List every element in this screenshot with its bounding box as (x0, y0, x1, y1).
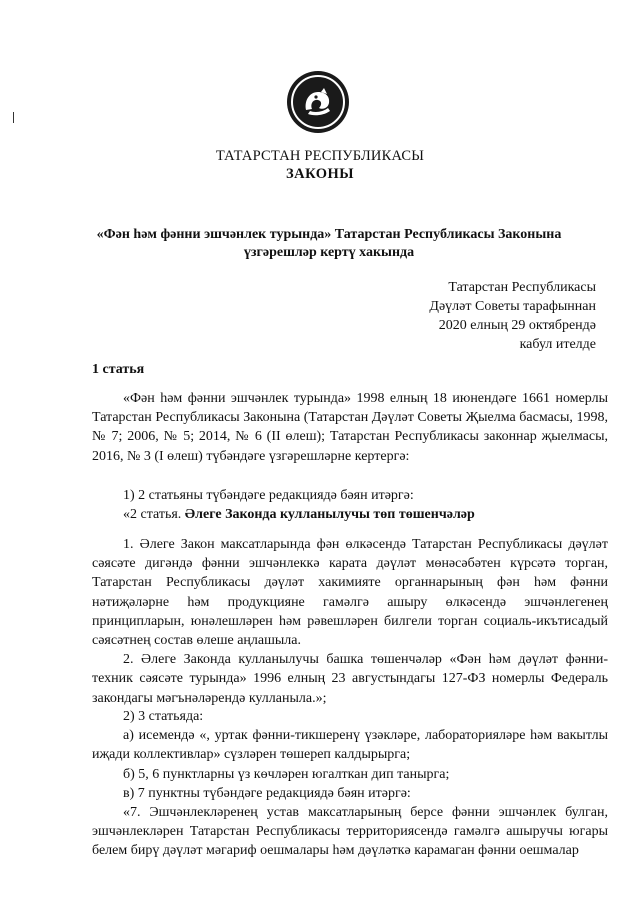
adoption-line3: 2020 елның 29 октябрендә (438, 318, 596, 333)
article-body-top (92, 389, 608, 466)
law-title-line1: «Фән һәм фәнни эшчәнлек турында» Татарстан Республикасы Законына (96, 227, 562, 242)
adoption-note (429, 278, 596, 354)
item1-paragraph-1: 1. Әлеге Закон максатларында фән өлкәсендә Татарстан Республикасы дәүләт сәясәте дигәндә фәнни эшчәнлеккә карата дәүләт мөнәсәбәтен күрсәтә торган, Татарстан Республикасы дәүләт хакимияте органнарының фән һәм фәнни нәтиҗәләрне һәм продукцияне гамәлгә ашыру өлкәсендә эшчәнлегенең принципларын, юнәлешләрен һәм рәвешләрен билгели торган социаль-икътисадый сәясәтнең состав өлеше аңлашыла. (92, 537, 608, 649)
item1-heading (92, 505, 608, 524)
intro-paragraph: «Фән һәм фәнни эшчәнлек турында» 1998 елның 18 июнендәге 1661 номерлы Татарстан Республикасы Законына (Татарстан Дәүләт Советы Җыелма басмасы, 1998, № 7; 2006, № 5; 2014, № 6 (II өлеш); Татарстан Республикасы законнар җыелмасы, 2016, № 3 (I өлеш) түбәндәге үзгәрешләрне кертергә: (92, 391, 608, 464)
law-heading: ЗАКОНЫ (285, 166, 355, 182)
adoption-line4: кабул ителде (519, 337, 596, 352)
article-heading: 1 статья (92, 362, 145, 377)
margin-mark (13, 112, 14, 123)
law-title (90, 226, 568, 261)
adoption-line1: Татарстан Республикасы (448, 280, 596, 295)
item2-sub-a: а) исемендә «, уртак фәнни-тикшеренү үзәкләре, лабораторияләре һәм вакытлы иҗади коллективлар» сүзләрен төшереп калдырырга; (92, 728, 608, 763)
item1-block (92, 486, 608, 524)
item2-intro: 2) 3 статьяда: (123, 709, 204, 724)
item1-paragraphs (92, 535, 608, 708)
item2-sub-c: в) 7 пунктны түбәндәге редакциядә бәян итәргә: (123, 785, 411, 801)
item1-paragraph-2: 2. Әлеге Законда кулланылучы башка төшенчәләр «Фән һәм дәүләт фәнни-техник сәясәте турында» 1996 елның 23 августындагы 127-ФЗ номерлы Федераль закондагы мәгънәләрендә кулланыла.»; (92, 652, 608, 706)
tatarstan-emblem-icon (286, 70, 350, 134)
item1-intro: 1) 2 статьяны түбәндәге редакциядә бәян итәргә: (123, 488, 414, 503)
republic-heading: ТАТАРСТАН РЕСПУБЛИКАСЫ (215, 148, 425, 164)
item2-paragraph-7: «7. Эшчәнлекләренең устав максатларының берсе фәнни эшчәнлек булган, эшчәнлекләрен Татарстан Республикасы территориясендә гамәлгә ашыручы югары белем бирү дәүләт мәгариф оешмалары һәм дәүләткә карамаган фәнни оешмалар (92, 805, 608, 859)
item1-heading-text: «2 статья. Әлеге Законда кулланылучы төп төшенчәләр (123, 507, 475, 523)
law-title-line2: үзгәрешләр кертү хакында (243, 244, 415, 260)
adoption-line2: Дәүләт Советы тарафыннан (429, 299, 596, 314)
item2-sub-b: б) 5, 6 пунктларны үз көчләрен югалткан дип танырга; (123, 766, 450, 782)
item2-block (92, 707, 608, 861)
